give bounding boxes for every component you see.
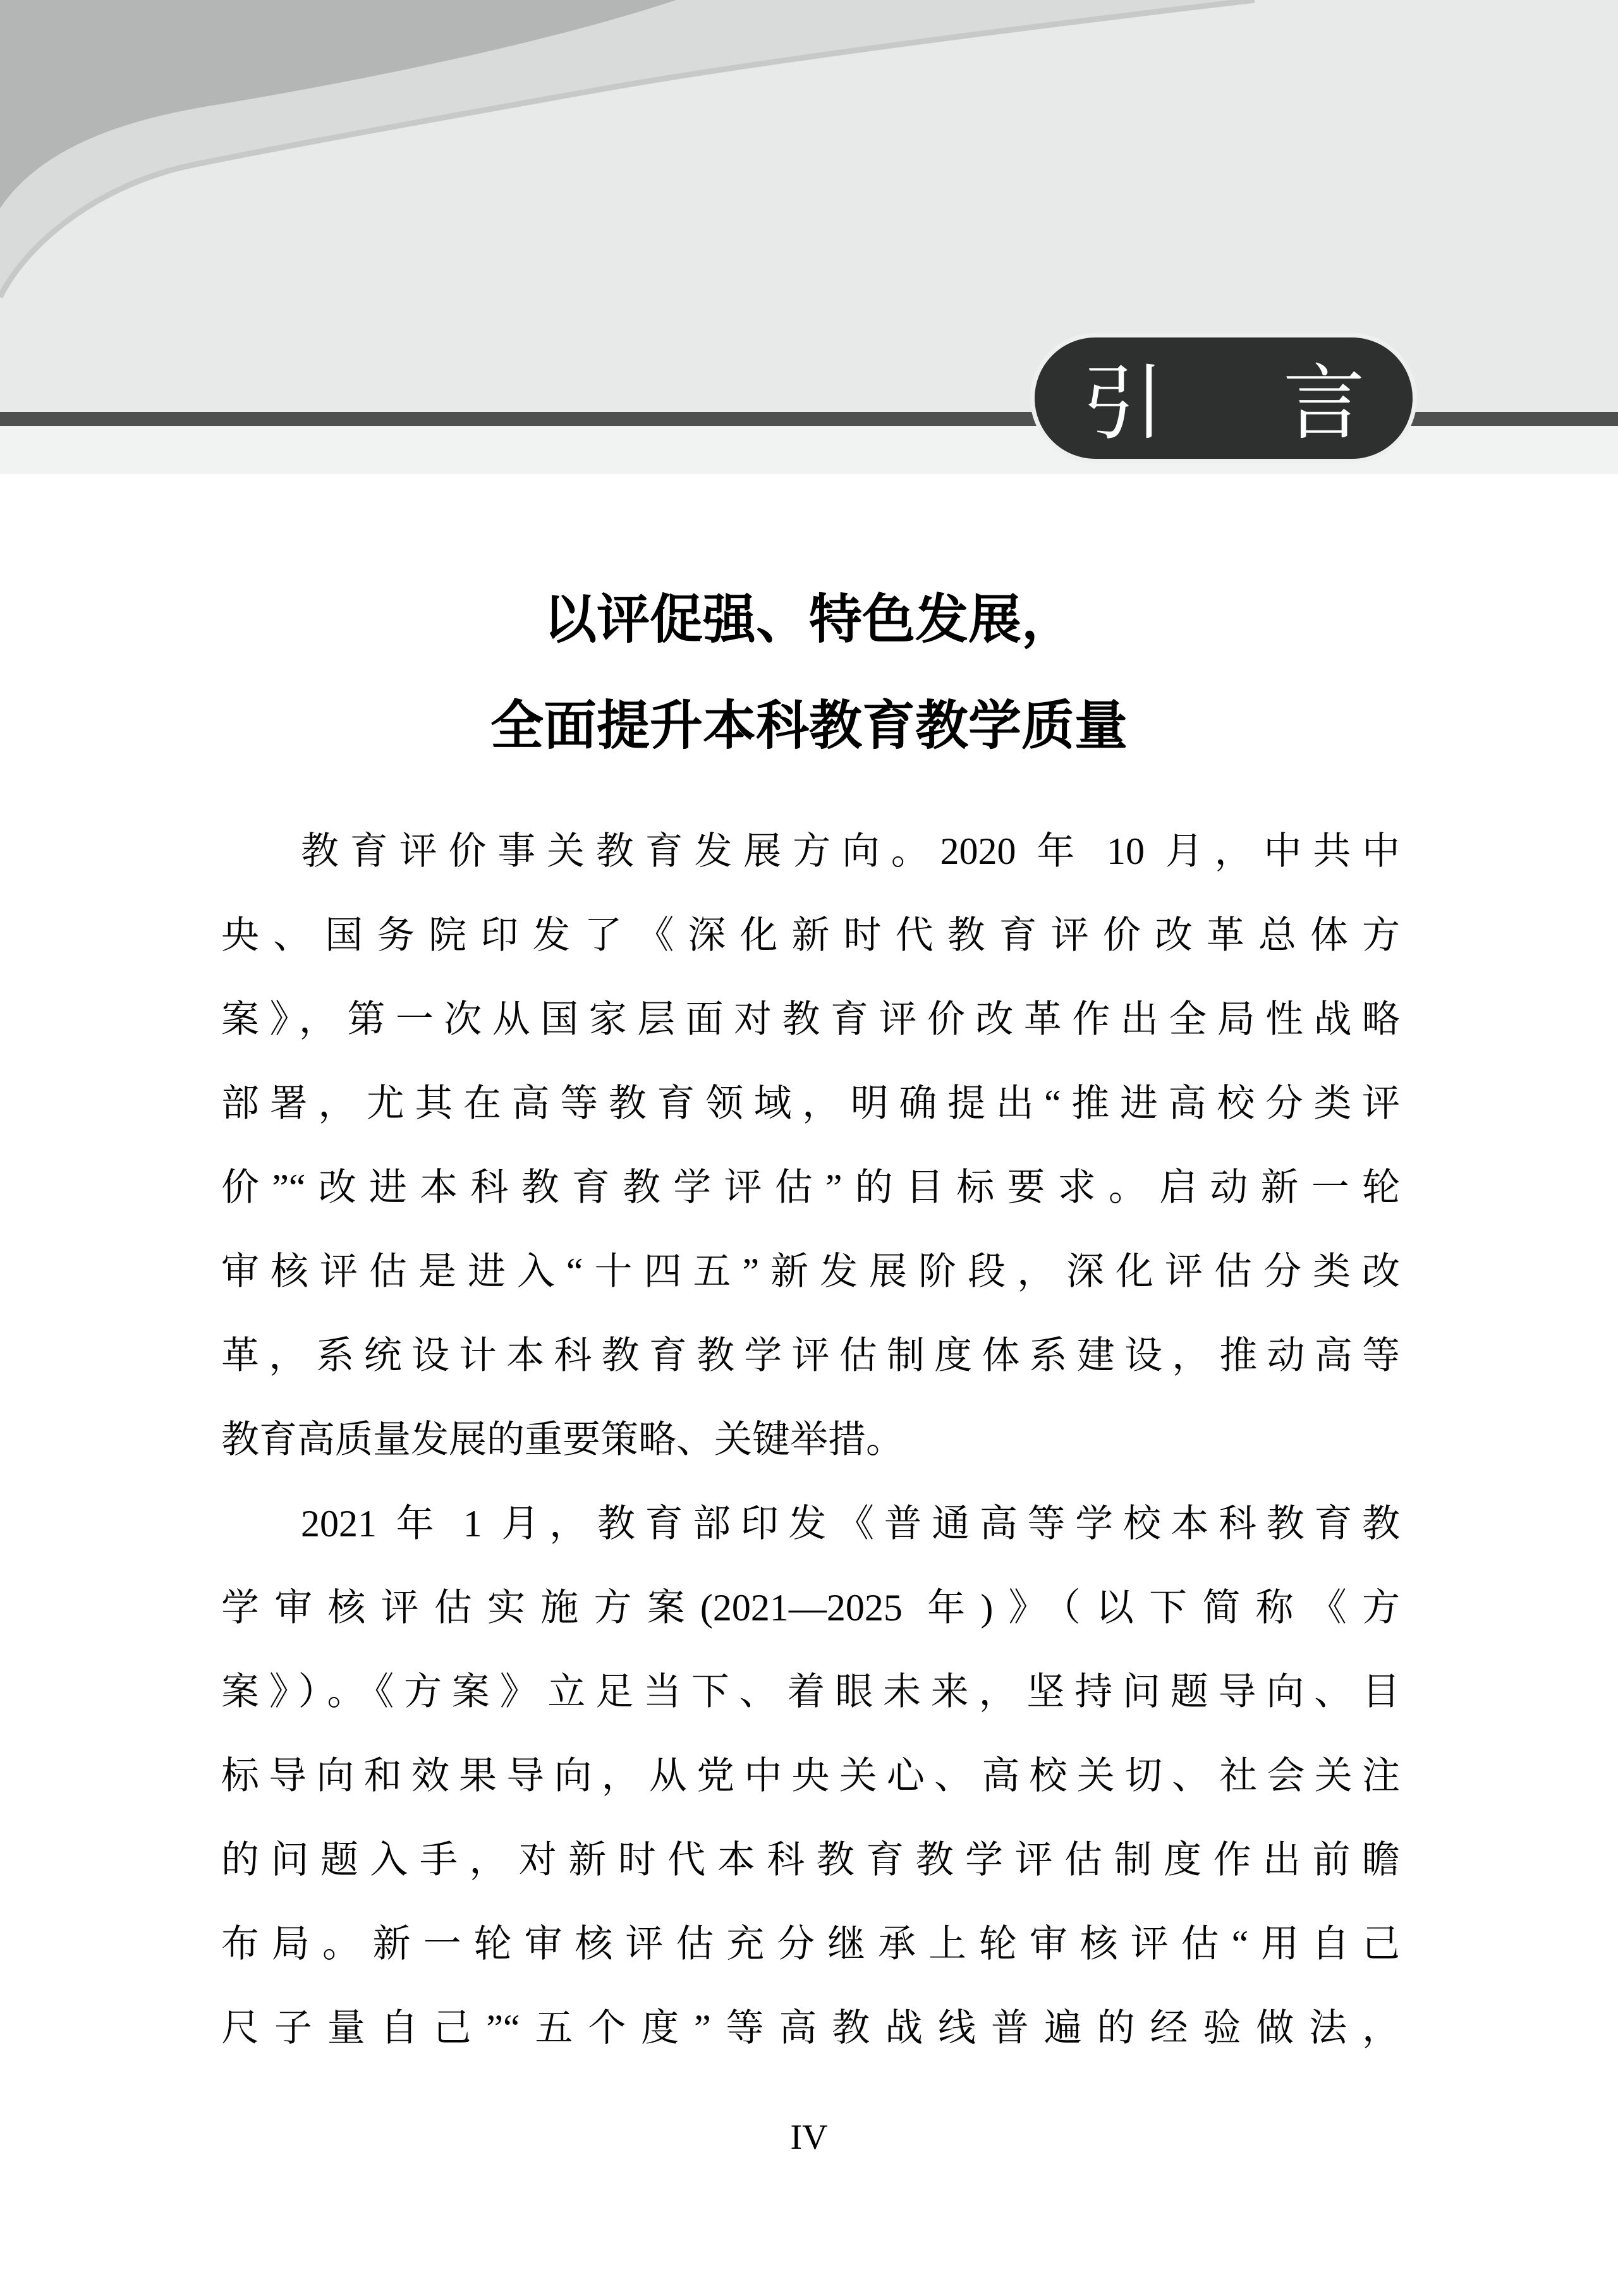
- body-line: 的问题入手，对新时代本科教育教学评估制度作出前瞻: [221, 1839, 1400, 1881]
- title-line-1: 以评促强、特色发展，: [543, 590, 1074, 649]
- body-line: 审核评估是进入“十四五”新发展阶段，深化评估分类改: [221, 1251, 1400, 1292]
- body-line: 标导向和效果导向，从党中央关心、高校关切、社会关注: [221, 1755, 1400, 1797]
- body-line: 案》）。《方案》立足当下、着眼未来，坚持问题导向、目: [221, 1671, 1400, 1713]
- body-line: 尺子量自己”“五个度”等高教战线普遍的经验做法，: [221, 2007, 1400, 2049]
- body-line: 部署，尤其在高等教育领域，明确提出“推进高校分类评: [221, 1083, 1400, 1124]
- body-line: 布局。新一轮审核评估充分继承上轮审核评估“用自己: [221, 1923, 1400, 1965]
- page-number: IV: [790, 2118, 828, 2157]
- body-text: [221, 810, 1400, 2070]
- body-line: 教育高质量发展的重要策略、关键举措。: [221, 1419, 904, 1461]
- chapter-badge-label: 引 言: [1082, 358, 1365, 450]
- body-line: 价”“改进本科教育教学评估”的目标要求。启动新一轮: [221, 1167, 1400, 1208]
- page-title: [0, 566, 1618, 779]
- body-line: 案》，第一次从国家层面对教育评价改革作出全局性战略: [221, 999, 1400, 1040]
- body-line: 央、国务院印发了《深化新时代教育评价改革总体方: [221, 914, 1400, 956]
- title-line-2: 全面提升本科教育教学质量: [490, 696, 1128, 755]
- body-line: 学审核评估实施方案(2021—2025 年)》（以下简称《方: [221, 1587, 1400, 1629]
- body-line: 2021 年 1 月，教育部印发《普通高等学校本科教育教: [301, 1503, 1400, 1545]
- body-line: 革，系统设计本科教育教学评估制度体系建设，推动高等: [221, 1335, 1400, 1376]
- body-line: 教育评价事关教育发展方向。2020 年 10 月，中共中: [301, 830, 1400, 872]
- chapter-badge: [1030, 333, 1417, 463]
